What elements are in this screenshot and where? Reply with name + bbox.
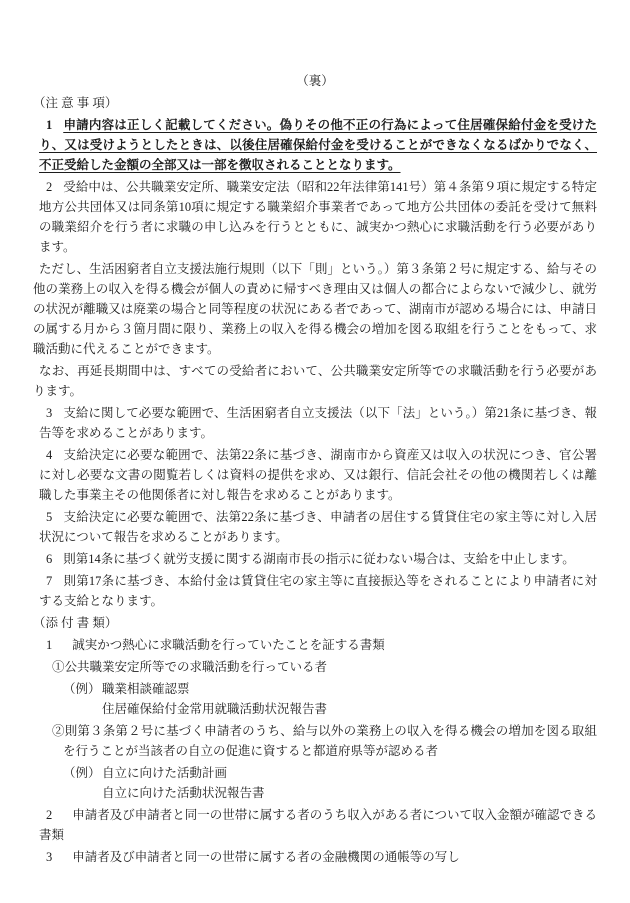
attachment-example-group-1 bbox=[33, 679, 597, 719]
note-item-2-number: 2 bbox=[46, 180, 53, 194]
attachment-item-3-number: 3 bbox=[46, 850, 53, 864]
attachment-subitem-2-marker: ② bbox=[52, 724, 65, 738]
note-item-5 bbox=[33, 507, 597, 547]
note-item-2-proviso: ただし、生活困窮者自立支援法施行規則（以下「則」という。）第３条第２号に規定する、給与その他の業務上の収入を得る機会が個人の責めに帰すべき理由又は個人の都合によらないで減少し、就労の状況が離職又は廃業の場合と同等程度の状況にある者であって、湖南市が認める場合には、申請日の属する月から３箇月間に限り、業務上の収入を得る機会の増加を図る取組を行うことをもって、求職活動に代えることができます。 bbox=[33, 262, 597, 356]
note-item-6 bbox=[33, 549, 597, 569]
note-item-6-text: 則第14条に基づく就労支援に関する湖南市長の指示に従わない場合は、支給を中止します。 bbox=[63, 552, 575, 566]
note-item-5-number: 5 bbox=[46, 510, 53, 524]
attachment-item-1 bbox=[33, 635, 597, 655]
example-label: （例） bbox=[63, 766, 101, 780]
attachment-subitem-2 bbox=[33, 721, 597, 761]
note-item-7 bbox=[33, 571, 597, 611]
note-item-7-number: 7 bbox=[46, 574, 53, 588]
note-item-4-text: 支給決定に必要な範囲で、法第22条に基づき、湖南市から資産又は収入の状況につき、官公署に対し必要な文書の閲覧若しくは資料の提供を求め、又は銀行、信託会社その他の機関若しくは離職した事業主その他関係者に対し報告を求めることがあります。 bbox=[39, 448, 597, 502]
attachments-section-heading: （添 付 書 類） bbox=[33, 616, 118, 630]
note-item-1-number: 1 bbox=[46, 118, 53, 132]
notes-section-heading: （注 意 事 項） bbox=[33, 96, 118, 110]
note-item-7-text: 則第17条に基づき、本給付金は賃貸住宅の家主等に直接振込等をされることにより申請者に対する支給となります。 bbox=[39, 574, 597, 608]
note-item-3-number: 3 bbox=[46, 406, 53, 420]
note-item-2-addendum: なお、再延長期間中は、すべての受給者において、公共職業安定所等での求職活動を行う必要があります。 bbox=[33, 364, 597, 398]
example-document: 自立に向けた活動計画 bbox=[102, 766, 228, 780]
example-document: 住居確保給付金常用就職活動状況報告書 bbox=[102, 702, 328, 716]
attachment-item-2-text: 申請者及び申請者と同一の世帯に属する者のうち収入がある者について収入金額が確認できる書類 bbox=[39, 808, 598, 842]
attachment-item-2 bbox=[33, 805, 597, 845]
page-side-label: （裏） bbox=[296, 74, 334, 88]
example-label: （例） bbox=[63, 682, 101, 696]
attachment-item-3 bbox=[33, 847, 597, 867]
example-document: 職業相談確認票 bbox=[102, 682, 190, 696]
note-item-6-number: 6 bbox=[46, 552, 53, 566]
attachment-item-2-number: 2 bbox=[46, 808, 53, 822]
attachment-item-1-text: 誠実かつ熱心に求職活動を行っていたことを証する書類 bbox=[72, 638, 385, 652]
note-item-1 bbox=[33, 115, 597, 175]
attachment-item-3-text: 申請者及び申請者と同一の世帯に属する者の金融機関の通帳等の写し bbox=[72, 850, 460, 864]
attachment-example-group-2 bbox=[33, 763, 597, 803]
note-item-4-number: 4 bbox=[46, 448, 53, 462]
note-item-3-text: 支給に関して必要な範囲で、生活困窮者自立支援法（以下「法」という。）第21条に基づき、報告等を求めることがあります。 bbox=[39, 406, 597, 440]
attachment-subitem-1-marker: ① bbox=[52, 660, 65, 674]
note-item-5-text: 支給決定に必要な範囲で、法第22条に基づき、申請者の居住する賃貸住宅の家主等に対し入居状況について報告を求めることがあります。 bbox=[39, 510, 597, 544]
note-item-3 bbox=[33, 403, 597, 443]
attachment-subitem-2-text: 則第３条第２号に基づく申請者のうち、給与以外の業務上の収入を得る機会の増加を図る取組を行うことが当該者の自立の促進に資すると都道府県等が認める者 bbox=[63, 724, 597, 758]
attachment-subitem-1 bbox=[33, 657, 597, 677]
note-item-2-text: 受給中は、公共職業安定所、職業安定法（昭和22年法律第141号）第４条第９項に規定する特定地方公共団体又は同条第10項に規定する職業紹介事業者であって地方公共団体の委託を受けて無料の職業紹介を行う者に求職の申し込みを行うとともに、誠実かつ熱心に求職活動を行う必要があります。 bbox=[39, 180, 597, 254]
note-item-1-text: 申請内容は正しく記載してください。偽りその他不正の行為によって住居確保給付金を受けたり、又は受けようとしたときは、以後住居確保給付金を受けることができなくなるばかりでなく、不正受給した金額の全部又は一部を徴収されることとなります。 bbox=[39, 118, 597, 172]
example-document: 自立に向けた活動状況報告書 bbox=[102, 786, 265, 800]
attachment-subitem-1-text: 公共職業安定所等での求職活動を行っている者 bbox=[64, 660, 328, 674]
note-item-2 bbox=[33, 177, 597, 257]
attachment-item-1-number: 1 bbox=[46, 638, 53, 652]
note-item-4 bbox=[33, 445, 597, 505]
